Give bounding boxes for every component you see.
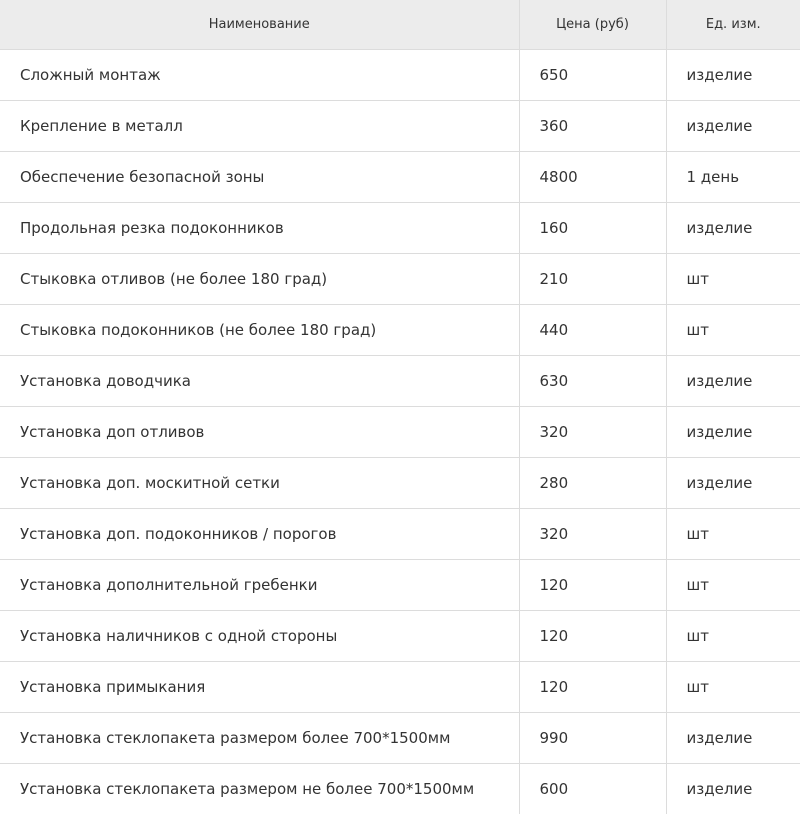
cell-unit: изделие xyxy=(666,764,800,815)
table-row xyxy=(0,560,800,611)
table-row xyxy=(0,713,800,764)
cell-price: 280 xyxy=(519,458,666,509)
cell-unit: шт xyxy=(666,560,800,611)
cell-unit: шт xyxy=(666,254,800,305)
table-row xyxy=(0,509,800,560)
cell-price: 160 xyxy=(519,203,666,254)
cell-name: Установка стеклопакета размером более 700*1500мм xyxy=(0,713,519,764)
cell-price: 120 xyxy=(519,611,666,662)
cell-price: 320 xyxy=(519,509,666,560)
cell-name: Установка доп. подоконников / порогов xyxy=(0,509,519,560)
cell-name: Продольная резка подоконников xyxy=(0,203,519,254)
cell-price: 440 xyxy=(519,305,666,356)
cell-price: 600 xyxy=(519,764,666,815)
cell-unit: шт xyxy=(666,509,800,560)
table-row xyxy=(0,203,800,254)
table-row xyxy=(0,356,800,407)
table-row xyxy=(0,152,800,203)
cell-name: Крепление в металл xyxy=(0,101,519,152)
cell-unit: 1 день xyxy=(666,152,800,203)
cell-name: Установка доп. москитной сетки xyxy=(0,458,519,509)
cell-unit: изделие xyxy=(666,203,800,254)
cell-name: Установка доп отливов xyxy=(0,407,519,458)
cell-unit: шт xyxy=(666,611,800,662)
table-row xyxy=(0,254,800,305)
cell-price: 120 xyxy=(519,662,666,713)
table-row xyxy=(0,764,800,815)
header-price: Цена (руб) xyxy=(519,0,666,50)
cell-price: 120 xyxy=(519,560,666,611)
table-row xyxy=(0,101,800,152)
cell-price: 650 xyxy=(519,50,666,101)
table-row xyxy=(0,50,800,101)
table-row xyxy=(0,407,800,458)
cell-name: Установка примыкания xyxy=(0,662,519,713)
table-row xyxy=(0,611,800,662)
cell-unit: изделие xyxy=(666,713,800,764)
cell-price: 320 xyxy=(519,407,666,458)
table-row xyxy=(0,458,800,509)
cell-name: Установка наличников с одной стороны xyxy=(0,611,519,662)
table-row xyxy=(0,305,800,356)
cell-name: Стыковка подоконников (не более 180 град) xyxy=(0,305,519,356)
header-row xyxy=(0,0,800,50)
cell-name: Установка дополнительной гребенки xyxy=(0,560,519,611)
cell-price: 360 xyxy=(519,101,666,152)
cell-unit: шт xyxy=(666,305,800,356)
cell-price: 4800 xyxy=(519,152,666,203)
cell-unit: изделие xyxy=(666,50,800,101)
cell-name: Стыковка отливов (не более 180 град) xyxy=(0,254,519,305)
cell-price: 990 xyxy=(519,713,666,764)
cell-price: 210 xyxy=(519,254,666,305)
table-row xyxy=(0,662,800,713)
cell-name: Установка стеклопакета размером не более 700*1500мм xyxy=(0,764,519,815)
cell-unit: изделие xyxy=(666,458,800,509)
header-unit: Ед. изм. xyxy=(666,0,800,50)
cell-name: Сложный монтаж xyxy=(0,50,519,101)
table-body xyxy=(0,50,800,815)
cell-name: Установка доводчика xyxy=(0,356,519,407)
cell-unit: изделие xyxy=(666,356,800,407)
header-name: Наименование xyxy=(0,0,519,50)
cell-unit: изделие xyxy=(666,407,800,458)
cell-unit: шт xyxy=(666,662,800,713)
cell-price: 630 xyxy=(519,356,666,407)
cell-unit: изделие xyxy=(666,101,800,152)
table-header xyxy=(0,0,800,50)
cell-name: Обеспечение безопасной зоны xyxy=(0,152,519,203)
